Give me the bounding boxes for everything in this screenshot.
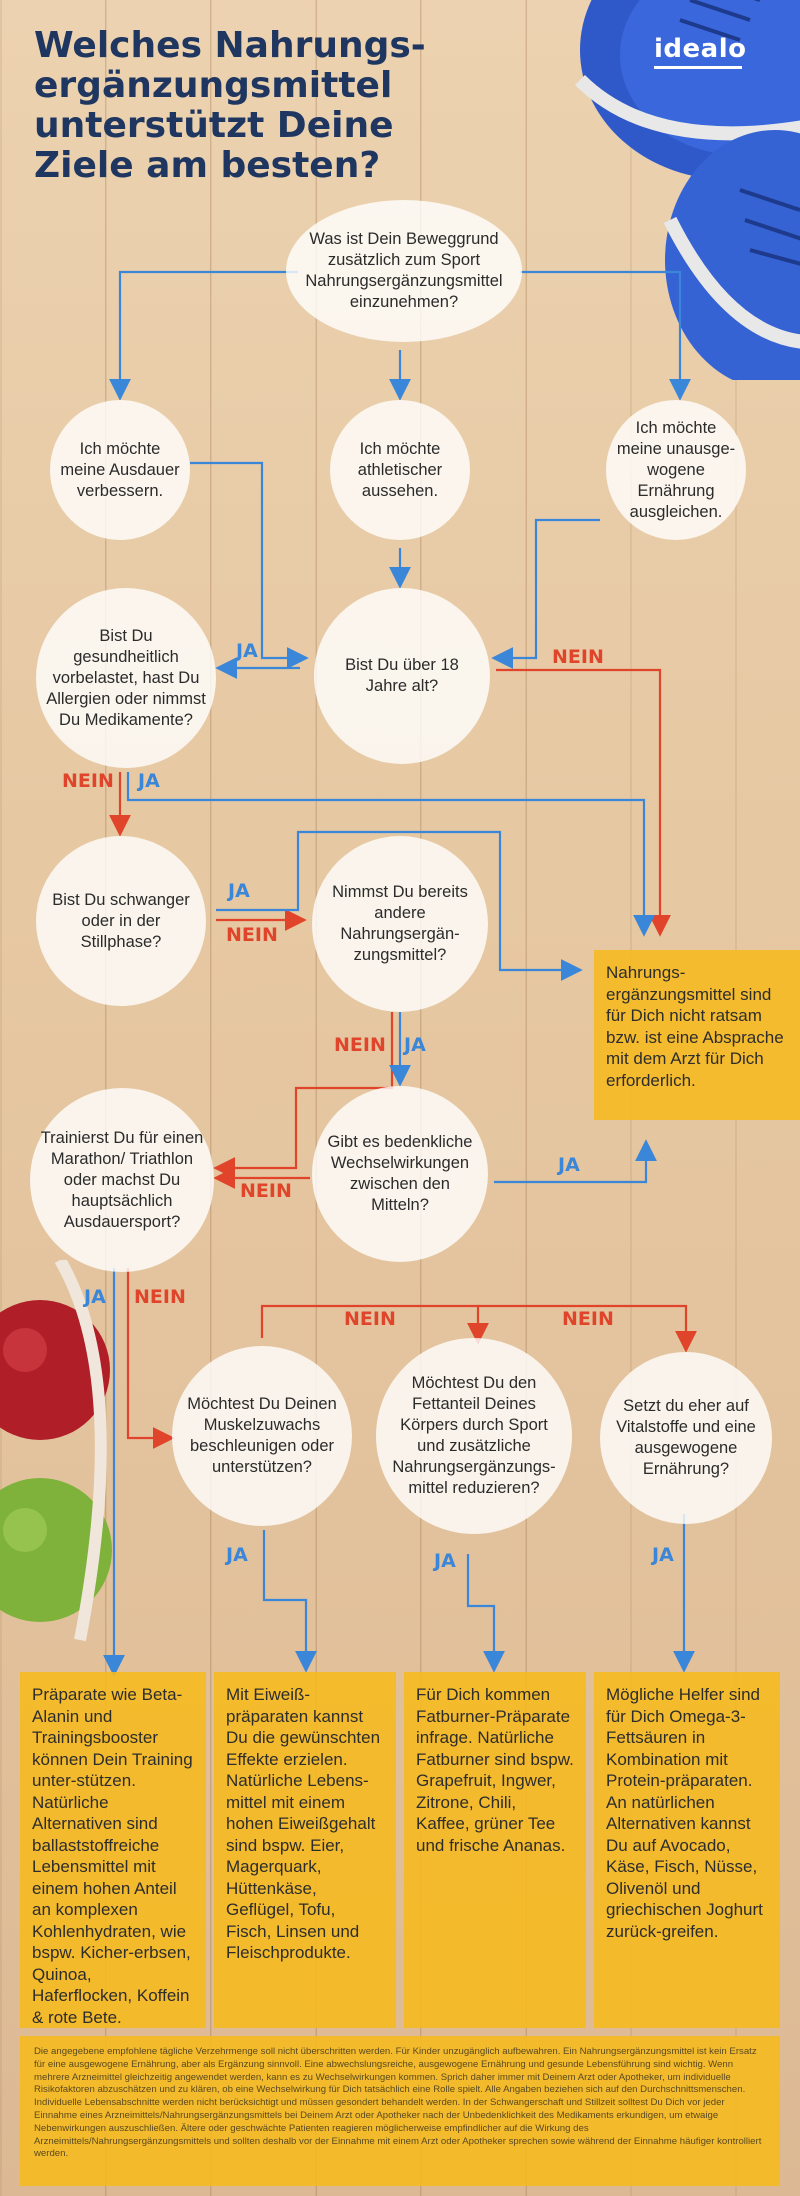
label-nein: NEIN (344, 1308, 396, 1330)
arrow-ausdauer-18 (190, 463, 300, 658)
answer-vital: Mögliche Helfer sind für Dich Omega-3-Fettsäuren in Kombination mit Protein-präparaten. An natürlichen Alternativen kannst Du auf Avocado, Käse, Fisch, Nüsse, Olivenöl und griechischen Joghurt zurück-greifen. (594, 1672, 780, 2028)
label-nein: NEIN (240, 1180, 292, 1202)
question-wechselwirkungen: Gibt es bedenkliche Wechselwirkungen zwischen den Mitteln? (312, 1086, 488, 1262)
question-ausdauer: Ich möchte meine Ausdauer verbessern. (50, 400, 190, 540)
label-ja: JA (434, 1550, 456, 1572)
question-muskelzuwachs: Möchtest Du Deinen Muskelzuwachs beschleunigen oder unterstützen? (172, 1346, 352, 1526)
answer-fett: Für Dich kommen Fatburner-Präparate infrage. Natürliche Fatburner sind bspw. Grapefruit, Ingwer, Zitrone, Chili, Kaffee, grüner Tee und frische Ananas. (404, 1672, 586, 2028)
question-marathon: Trainierst Du für einen Marathon/ Triathlon oder machst Du hauptsächlich Ausdauersport? (30, 1088, 214, 1272)
question-ernaehrung: Ich möchte meine unausge-wogene Ernährung ausgleichen. (606, 400, 746, 540)
label-ja: JA (226, 1544, 248, 1566)
label-ja: JA (652, 1544, 674, 1566)
label-ja: JA (236, 640, 258, 662)
answer-muskel: Mit Eiweiß-präparaten kannst Du die gewünschten Effekte erzielen. Natürliche Lebens-mittel mit einem hohen Eiweißgehalt sind bspw. Eier, Magerquark, Hüttenkäse, Geflügel, Tofu, Fisch, Linsen und Fleischprodukte. (214, 1672, 396, 2028)
label-ja: JA (84, 1286, 106, 1308)
question-athletisch: Ich möchte athletischer aussehen. (330, 400, 470, 540)
idealo-logo: idealo (654, 34, 747, 64)
page-title: Welches Nahrungs-ergänzungsmittel unterstützt Deine Ziele am besten? (34, 25, 426, 186)
arrow-ernaehrung-18 (500, 520, 600, 658)
label-ja: JA (558, 1154, 580, 1176)
label-ja: JA (228, 880, 250, 902)
question-vitalstoffe: Setzt du eher auf Vitalstoffe und eine ausgewogene Ernährung? (600, 1352, 772, 1524)
arrow-fett-answer (468, 1554, 494, 1664)
question-andere-mittel: Nimmst Du bereits andere Nahrungsergän-zungsmittel? (312, 836, 488, 1012)
question-schwanger: Bist Du schwanger oder in der Stillphase? (36, 836, 206, 1006)
label-nein: NEIN (552, 646, 604, 668)
answer-warning: Nahrungs-ergänzungsmittel sind für Dich nicht ratsam bzw. ist eine Absprache mit dem Arzt für Dich erforderlich. (594, 950, 800, 1120)
label-ja: JA (138, 770, 160, 792)
arrow-q1-ernaehrung (520, 272, 680, 392)
footer-disclaimer: Die angegebene empfohlene tägliche Verzehrmenge soll nicht überschritten werden. Für Kinder unzugänglich aufbewahren. Ein Nahrungsergänzungsmittel ist kein Ersatz für eine ausgewogene Ernährung, aber als Ergänzung sinnvoll. Eine abwechslungsreiche, ausgewogene Ernährung und gesunde Lebensführung sind wichtig. Wenn mehrere Arzneimittel gleichzeitig angewendet werden, kann es zu Wechselwirkungen kommen. Sprich daher immer mit Deinem Arzt oder Apotheker, um individuelle Risikofaktoren abzuschätzen und zu klären, ob eine Wechselwirkung für Dich tatsächlich eine Rolle spielt. Alle Angaben beziehen sich auf den Durchschnittsmenschen. Individuelle Lebensabschnitte werden nicht berücksichtigt und müssen gesondert behandelt werden. In der Schwangerschaft und Stillzeit solltest Du Dich vor jeder Einnahme eines Arzneimittels/Nahrungsergänzungsmittels bei Deinem Arzt oder Apotheker nach der Unbedenklichkeit des Medikaments erkundigen, um etwaige Nebenwirkungen auszuschließen. Ältere oder geschwächte Patienten reagieren möglicherweise empfindlicher auf die Wirkung des Arzneimittels/Nahrungsergänzungsmittels und sollten deshalb vor der Einnahme mit einem Arzt oder Apotheker sprechen sowie während der Einnahme häufiger kontrolliert werden. (20, 2036, 780, 2186)
label-nein: NEIN (334, 1034, 386, 1056)
label-nein: NEIN (226, 924, 278, 946)
label-ja: JA (404, 1034, 426, 1056)
answer-ausdauer: Präparate wie Beta-Alanin und Trainingsbooster können Dein Training unter-stützen. Natürliche Alternativen sind ballaststoffreiche Lebensmittel mit einem hohen Anteil an komplexen Kohlenhydraten, wie bspw. Kicher-erbsen, Quinoa, Haferflocken, Koffein & rote Bete. (20, 1672, 206, 2028)
question-ueber-18: Bist Du über 18 Jahre alt? (314, 588, 490, 764)
label-nein: NEIN (562, 1308, 614, 1330)
arrow-muskel-answer (264, 1530, 306, 1664)
question-vorbelastet: Bist Du gesundheitlich vorbelastet, hast Du Allergien oder nimmst Du Medikamente? (36, 588, 216, 768)
question-fettanteil: Möchtest Du den Fettanteil Deines Körpers durch Sport und zusätzliche Nahrungsergänzungs-mittel reduzieren? (376, 1338, 572, 1534)
question-motivation: Was ist Dein Beweggrund zusätzlich zum Sport Nahrungsergänzungsmittel einzunehmen? (286, 200, 522, 342)
arrow-q1-ausdauer (120, 272, 298, 392)
label-nein: NEIN (62, 770, 114, 792)
label-nein: NEIN (134, 1286, 186, 1308)
